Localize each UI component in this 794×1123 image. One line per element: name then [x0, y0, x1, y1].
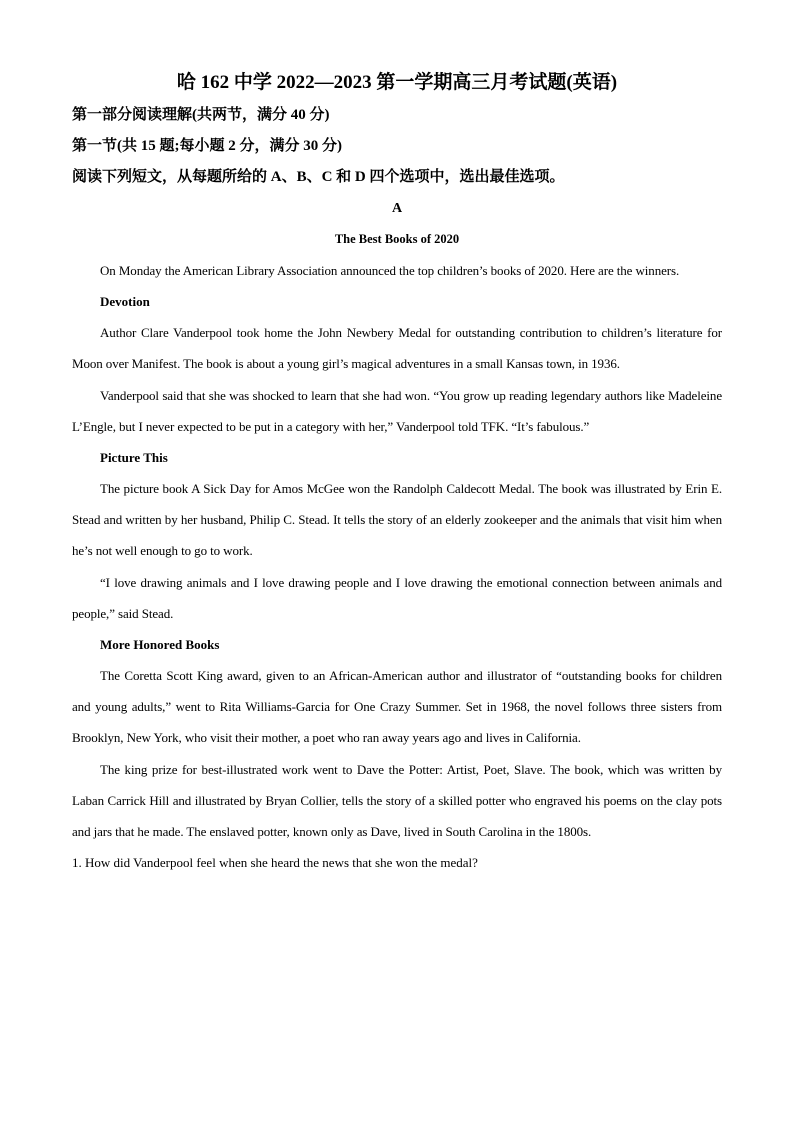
exam-page — [72, 68, 722, 878]
passage-title: The Best Books of 2020 — [334, 232, 460, 246]
paragraph: The king prize for best-illustrated work went to Dave the Potter: Artist, Poet, Slave. The book, which was written by Laban Carrick Hill and illustrated by Bryan Collier, tells the story of a skilled potter who engraved his poems on the clay pots and jars that he made. The enslaved potter, known only as Dave, lived in South Carolina in the 1800s. — [72, 761, 722, 840]
subheading-devotion: Devotion — [100, 294, 150, 310]
part-heading: 第一部分阅读理解(共两节，满分 40 分) — [72, 107, 330, 123]
paragraph: The Coretta Scott King award, given to an African-American author and illustrator of “outstanding books for children and young adults,” went to Rita Williams-Garcia for One Crazy Summer. Set in 1968, the novel follows three sisters from Brooklyn, New York, who visit their mother, a poet who ran away years ago and lives in California. — [72, 668, 722, 746]
instruction-text: 阅读下列短文，从每题所给的 A、B、C 和 D 四个选项中，选出最佳选项。 — [72, 169, 565, 185]
passage-intro: On Monday the American Library Association announced the top children’s books of 2020. Here are the winners. — [100, 263, 680, 278]
paragraph: Vanderpool said that she was shocked to learn that she had won. “You grow up reading legendary authors like Madeleine L’Engle, but I never expected to be put in a category with her,” Vanderpool told TFK. “It’s fabulous.” — [72, 387, 722, 434]
paragraph: “I love drawing animals and I love drawing people and I love drawing the emotional connection between animals and people,” said Stead. — [72, 574, 722, 621]
paragraph: The picture book A Sick Day for Amos McGee won the Randolph Caldecott Medal. The book was illustrated by Erin E. Stead and written by her husband, Philip C. Stead. It tells the story of an elderly zookeeper and the animals that visit him when he’s not well enough to go to work. — [72, 481, 722, 559]
question-1: 1. How did Vanderpool feel when she heard the news that she won the medal? — [72, 855, 478, 871]
subheading-picture-this: Picture This — [100, 450, 168, 466]
subheading-more-honored-books: More Honored Books — [100, 637, 220, 653]
passage-letter: A — [391, 201, 403, 216]
paragraph: Author Clare Vanderpool took home the John Newbery Medal for outstanding contribution to children’s literature for Moon over Manifest. The book is about a young girl’s magical adventures in a small Kansas town, in 1936. — [72, 325, 722, 372]
section-heading: 第一节(共 15 题;每小题 2 分，满分 30 分) — [72, 138, 342, 154]
exam-title: 哈 162 中学 2022—2023 第一学期高三月考试题(英语) — [176, 72, 618, 93]
